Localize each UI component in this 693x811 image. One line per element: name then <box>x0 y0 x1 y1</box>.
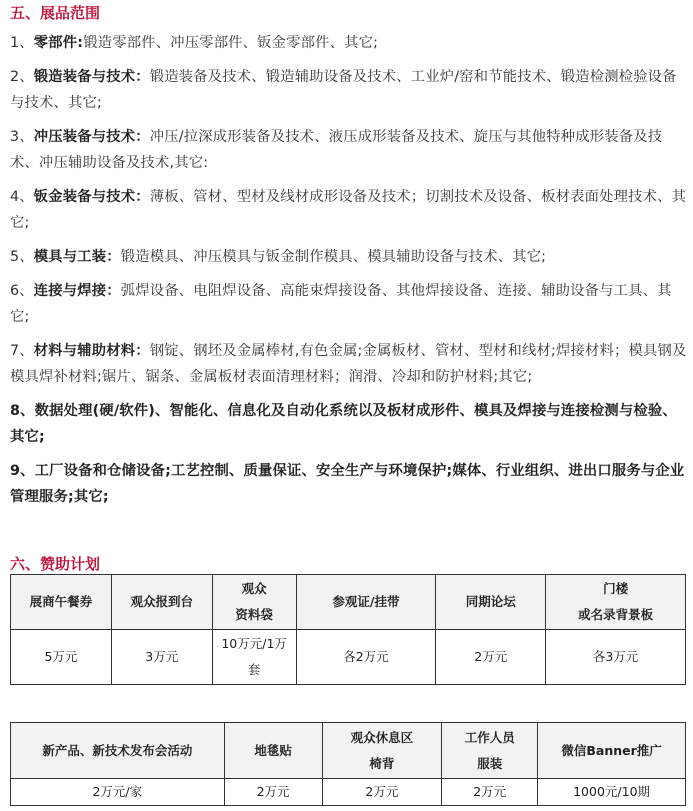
item-text: 钢锭、钢坯及金属棒材,有色金属;金属板材、管材、型材和线材;焊接材料；模具钢及模具焊补材料;锯片、锯条、金属板材表面清理材料；润滑、冷却和防护材料;其它; <box>10 343 687 385</box>
table1-value-cell-4: 各2万元 <box>296 630 436 685</box>
item-text: 锻造模具、冲压模具与钣金制作模具、模具辅助设备与技术、其它; <box>120 249 547 265</box>
exhibit-item-5 <box>10 244 688 270</box>
section5-title: 五、展品范围 <box>10 4 101 22</box>
item-text: 锻造装备及技术、锻造辅助设备及技术、工业炉/窑和节能技术、锻造检测检验设备与技术、其它; <box>10 69 677 111</box>
section6-title: 六、赞助计划 <box>10 555 101 573</box>
table2-header-cell-3: 观众休息区 椅背 <box>322 723 442 779</box>
exhibit-item-9 <box>10 458 688 510</box>
table1-header-row <box>11 575 686 630</box>
table1-header-cell-4: 参观证/挂带 <box>296 575 436 630</box>
exhibit-item-8 <box>10 398 688 450</box>
item-text: 锻造零部件、冲压零部件、钣金零部件、其它; <box>83 35 379 51</box>
table1-value-row <box>11 630 686 685</box>
table2-header-cell-1: 新产品、新技术发布会活动 <box>11 723 225 779</box>
item-number: 2、 <box>10 69 34 85</box>
item-text: 冲压/拉深成形装备及技术、液压成形装备及技术、旋压与其他特种成形装备及技术、冲压辅助设备及技术,其它: <box>10 129 663 171</box>
item-label: 连接与焊接： <box>33 283 121 299</box>
table1-value-cell-1: 5万元 <box>11 630 112 685</box>
table1-header-cell-3: 观众 资料袋 <box>212 575 296 630</box>
exhibit-document <box>10 0 688 799</box>
item-number: 3、 <box>10 129 34 145</box>
sponsorship-table-2 <box>10 722 686 806</box>
item-label: 钣金装备与技术： <box>33 189 150 205</box>
item-text: 工厂设备和仓储设备;工艺控制、质量保证、安全生产与环境保护;媒体、行业组织、进出口服务与企业管理服务;其它; <box>10 463 685 505</box>
table1-value-cell-5: 2万元 <box>436 630 546 685</box>
table2-value-cell-1: 2万元/家 <box>11 779 225 806</box>
exhibit-item-7 <box>10 338 688 390</box>
item-number: 9、 <box>10 463 35 479</box>
item-number: 1、 <box>10 35 34 51</box>
table1-value-cell-2: 3万元 <box>111 630 212 685</box>
table1-value-cell-3: 10万元/1万 套 <box>212 630 296 685</box>
table1-value-cell-6: 各3万元 <box>546 630 686 685</box>
item-label: 零部件: <box>33 35 84 51</box>
item-number: 7、 <box>10 343 34 359</box>
item-number: 6、 <box>10 283 34 299</box>
table2-header-row <box>11 723 686 779</box>
table1-header-cell-5: 同期论坛 <box>436 575 546 630</box>
sponsorship-table-1 <box>10 574 686 685</box>
item-number: 5、 <box>10 249 34 265</box>
item-label: 冲压装备与技术： <box>33 129 150 145</box>
item-text: 弧焊设备、电阻焊设备、高能束焊接设备、其他焊接设备、连接、辅助设备与工具、其它; <box>10 283 672 325</box>
exhibit-item-3 <box>10 124 688 176</box>
table1-header-cell-6: 门楼 或名录背景板 <box>546 575 686 630</box>
exhibit-item-4 <box>10 184 688 236</box>
table2-value-cell-4: 2万元 <box>442 779 538 806</box>
item-number: 8、 <box>10 403 35 419</box>
table1-header-cell-1: 展商午餐券 <box>11 575 112 630</box>
exhibit-item-6 <box>10 278 688 330</box>
table2-header-cell-4: 工作人员 服装 <box>442 723 538 779</box>
table2-value-cell-2: 2万元 <box>224 779 322 806</box>
table2-header-cell-2: 地毯贴 <box>224 723 322 779</box>
table2-value-cell-3: 2万元 <box>322 779 442 806</box>
exhibit-item-1 <box>10 30 688 56</box>
table1-header-cell-2: 观众报到台 <box>111 575 212 630</box>
item-label: 模具与工装： <box>33 249 121 265</box>
exhibit-list <box>10 30 688 510</box>
table2-value-row <box>11 779 686 806</box>
exhibit-item-2 <box>10 64 688 116</box>
item-label: 锻造装备与技术： <box>33 69 150 85</box>
table2-header-cell-5: 微信Banner推广 <box>538 723 686 779</box>
item-text: 数据处理(硬/软件)、智能化、信息化及自动化系统以及板材成形件、模具及焊接与连接检测与检验、其它; <box>10 403 677 445</box>
table2-value-cell-5: 1000元/10期 <box>538 779 686 806</box>
item-label: 材料与辅助材料： <box>33 343 150 359</box>
item-number: 4、 <box>10 189 34 205</box>
item-text: 薄板、管材、型材及线材成形设备及技术；切割技术及设备、板材表面处理技术、其它; <box>10 189 687 231</box>
